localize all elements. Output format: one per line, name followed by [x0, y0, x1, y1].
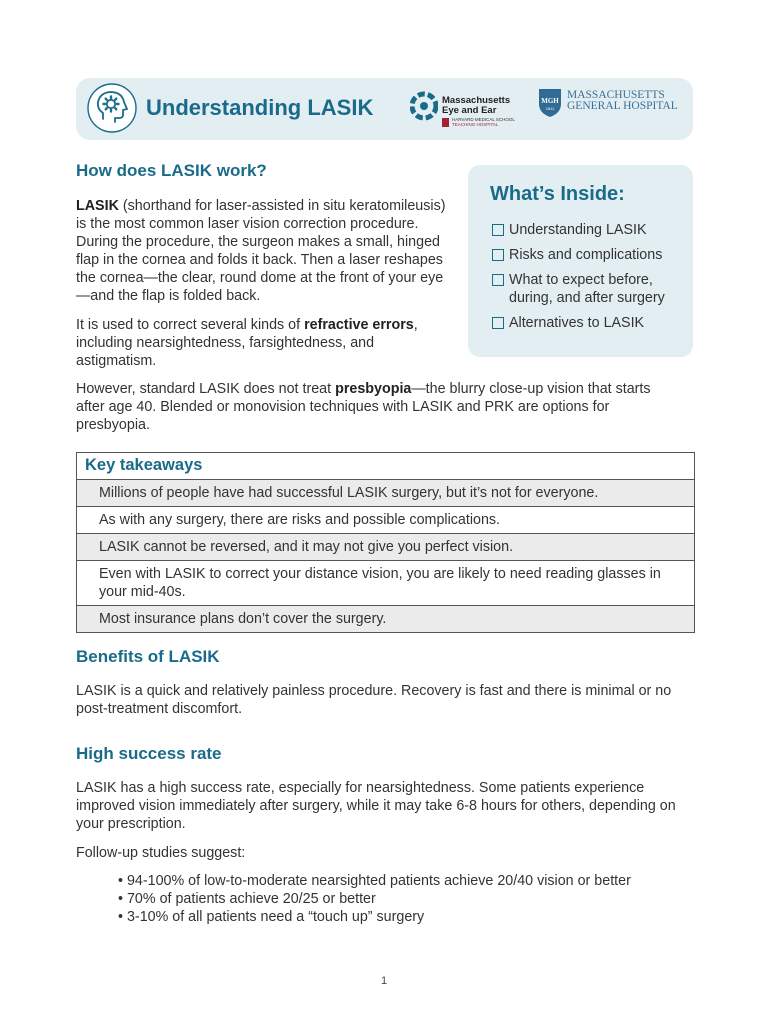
header-banner — [76, 78, 693, 140]
whats-inside-list — [492, 221, 692, 339]
mass-eye-and-ear-logo — [410, 91, 522, 131]
takeaway-row: LASIK cannot be reversed, and it may not give you perfect vision. — [77, 533, 694, 560]
whats-inside-item-label: What to expect before, during, and after surgery — [509, 272, 665, 306]
heading-high-success-rate: High success rate — [76, 744, 222, 763]
checkbox-icon — [492, 317, 504, 329]
whats-inside-box — [468, 165, 693, 357]
takeaway-row: Millions of people have had successful LASIK surgery, but it’s not for everyone. — [77, 479, 694, 506]
mgh-name-line2: GENERAL HOSPITAL — [567, 100, 678, 112]
whats-inside-title: What’s Inside: — [490, 183, 625, 205]
takeaway-row: Most insurance plans don’t cover the surgery. — [77, 605, 694, 632]
refractive-text-before: It is used to correct several kinds of — [76, 317, 305, 333]
heading-benefits: Benefits of LASIK — [76, 647, 220, 666]
key-takeaways-heading: Key takeaways — [77, 452, 694, 479]
mgh-logo — [538, 88, 683, 128]
whats-inside-item-label: Understanding LASIK — [509, 222, 647, 238]
term-refractive-errors: refractive errors — [304, 317, 414, 333]
mgh-shield-icon — [538, 88, 562, 118]
takeaway-row: Even with LASIK to correct your distance vision, you are likely to need reading glasses in your mid-40s. — [77, 560, 694, 605]
presbyopia-text-after: —the blurry close-up vision that starts after age 40. Blended or monovision techniques with LASIK and PRK are options for presbyopia. — [76, 381, 651, 433]
heading-how-lasik-works: How does LASIK work? — [76, 161, 267, 180]
presbyopia-text-before: However, standard LASIK does not treat — [76, 381, 336, 397]
success-statistics-list — [118, 872, 631, 926]
meei-teaching: TEACHING HOSPITAL — [452, 122, 499, 127]
checkbox-icon — [492, 274, 504, 286]
harvard-shield-icon — [442, 118, 449, 127]
term-presbyopia: presbyopia — [335, 381, 412, 397]
whats-inside-item-label: Alternatives to LASIK — [509, 315, 645, 331]
key-takeaways-rows — [77, 479, 694, 632]
mgh-shield-text: MGH — [541, 97, 559, 105]
paragraph-success: LASIK has a high success rate, especially for nearsightedness. Some patients experience improved vision immediately after surgery, while it may take 6-8 hours for others, depending on your prescription. — [76, 780, 676, 832]
paragraph-lasik-definition — [76, 197, 454, 305]
key-takeaways-table — [76, 452, 695, 633]
list-item: • 94-100% of low-to-moderate nearsighted patients achieve 20/40 vision or better — [118, 873, 631, 889]
meei-name-line2: Eye and Ear — [442, 105, 497, 116]
term-lasik: LASIK — [76, 198, 119, 214]
meei-affiliation: HARVARD MEDICAL SCHOOL — [452, 117, 515, 122]
takeaway-row: As with any surgery, there are risks and possible complications. — [77, 506, 694, 533]
refractive-text-after: , including nearsightedness, farsightedness, and astigmatism. — [76, 317, 418, 369]
lasik-definition-text: (shorthand for laser-assisted in situ keratomileusis) is the most common laser vision correction procedure. During the procedure, the surgeon makes a small, hinged flap in the cornea and folds it back. Then a laser reshapes the cornea—the clear, round dome at the front of your eye—and the flap is folded back. — [76, 198, 446, 304]
checkbox-icon — [492, 224, 504, 236]
checkbox-icon — [492, 249, 504, 261]
list-item: • 3-10% of all patients need a “touch up” surgery — [118, 909, 425, 925]
whats-inside-item — [492, 221, 692, 239]
paragraph-refractive-errors — [76, 316, 454, 370]
list-item: • 70% of patients achieve 20/25 or better — [118, 891, 376, 907]
whats-inside-item — [492, 314, 692, 332]
page-title: Understanding LASIK — [146, 95, 374, 120]
mgh-shield-year: 1811 — [545, 106, 555, 111]
mass-eye-and-ear-emblem-icon — [410, 91, 438, 121]
paragraph-follow-up: Follow-up studies suggest: — [76, 845, 246, 861]
paragraph-presbyopia — [76, 380, 676, 434]
whats-inside-item — [492, 246, 692, 264]
paragraph-benefits: LASIK is a quick and relatively painless procedure. Recovery is fast and there is minimal or no post-treatment discomfort. — [76, 683, 672, 717]
mgh-name-line1: MASSACHUSETTS — [567, 89, 665, 101]
meei-name-line1: Massachusetts — [442, 95, 511, 106]
head-gear-icon — [86, 82, 138, 134]
whats-inside-item-label: Risks and complications — [509, 247, 663, 263]
whats-inside-item — [492, 271, 692, 307]
page-number: 1 — [380, 975, 388, 987]
